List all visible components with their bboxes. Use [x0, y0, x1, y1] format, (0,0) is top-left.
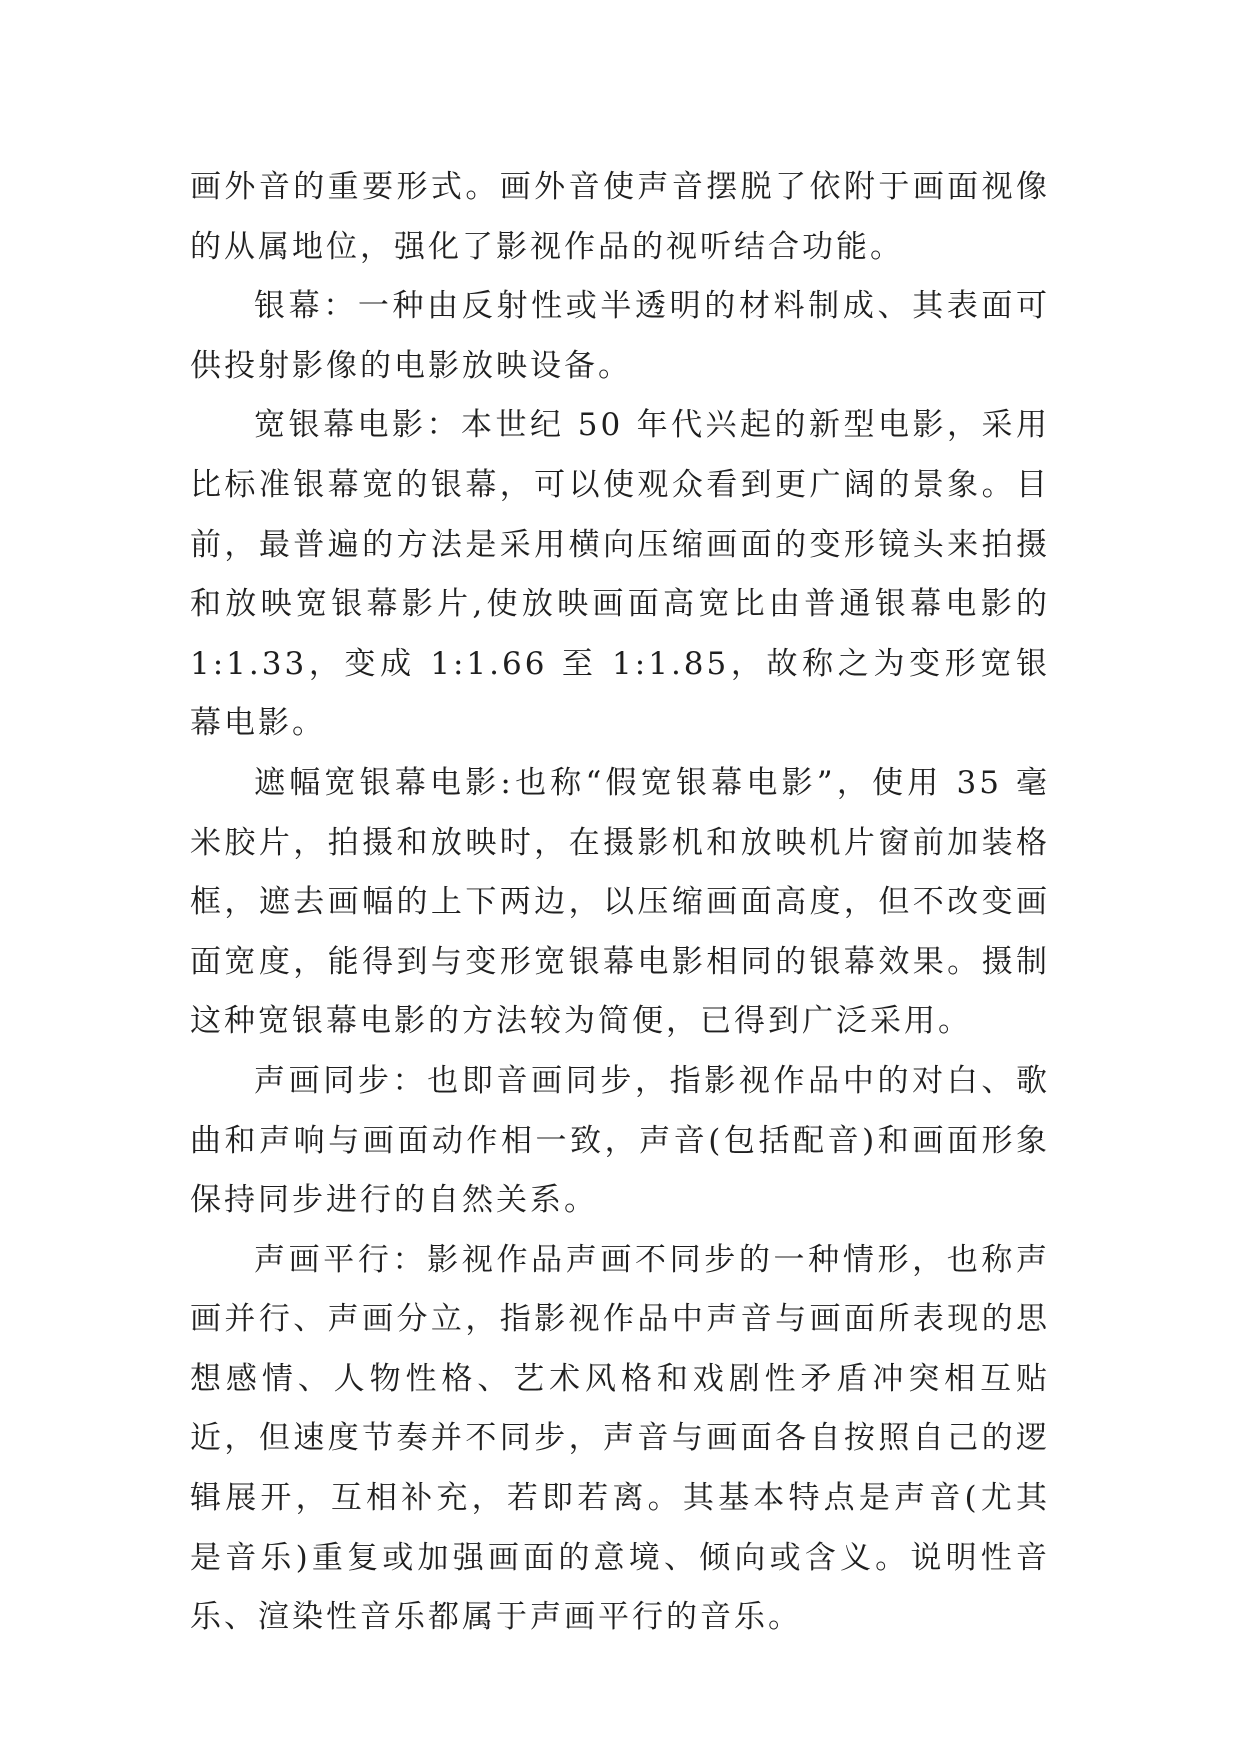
- paragraph-sound-picture-parallel: 声画平行：影视作品声画不同步的一种情形，也称声画并行、声画分立，指影视作品中声音与画面所表现的思想感情、人物性格、艺术风格和戏剧性矛盾冲突相互贴近，但速度节奏并不同步，声音与画面各自按照自己的逻辑展开，互相补充，若即若离。其基本特点是声音(尤其是音乐)重复或加强画面的意境、倾向或含义。说明性音乐、渲染性音乐都属于声画平行的音乐。: [190, 1241, 1050, 1636]
- paragraph-masked-widescreen: 遮幅宽银幕电影:也称“假宽银幕电影”，使用 35 毫米胶片，拍摄和放映时，在摄影机和放映机片窗前加装格框，遮去画幅的上下两边，以压缩画面高度，但不改变画面宽度，能得到与变形宽银幕电影相同的银幕效果。摄制这种宽银幕电影的方法较为简便，已得到广泛采用。: [190, 764, 1050, 1040]
- document-body: [190, 158, 1050, 1648]
- paragraph-sound-picture-sync: 声画同步：也即音画同步，指影视作品中的对白、歌曲和声响与画面动作相一致，声音(包括配音)和画面形象保持同步进行的自然关系。: [190, 1062, 1050, 1219]
- paragraph-screen: 银幕：一种由反射性或半透明的材料制成、其表面可供投射影像的电影放映设备。: [190, 288, 1050, 384]
- paragraph-widescreen-film: 宽银幕电影：本世纪 50 年代兴起的新型电影，采用比标准银幕宽的银幕，可以使观众看到更广阔的景象。目前，最普遍的方法是采用横向压缩画面的变形镜头来拍摄和放映宽银幕影片,使放映画面高宽比由普通银幕电影的 1:1.33，变成 1:1.66 至 1:1.85，故称之为变形宽银幕电影。: [190, 407, 1050, 742]
- paragraph-voiceover-continuation: 画外音的重要形式。画外音使声音摆脱了依附于画面视像的从属地位，强化了影视作品的视听结合功能。: [190, 169, 1050, 265]
